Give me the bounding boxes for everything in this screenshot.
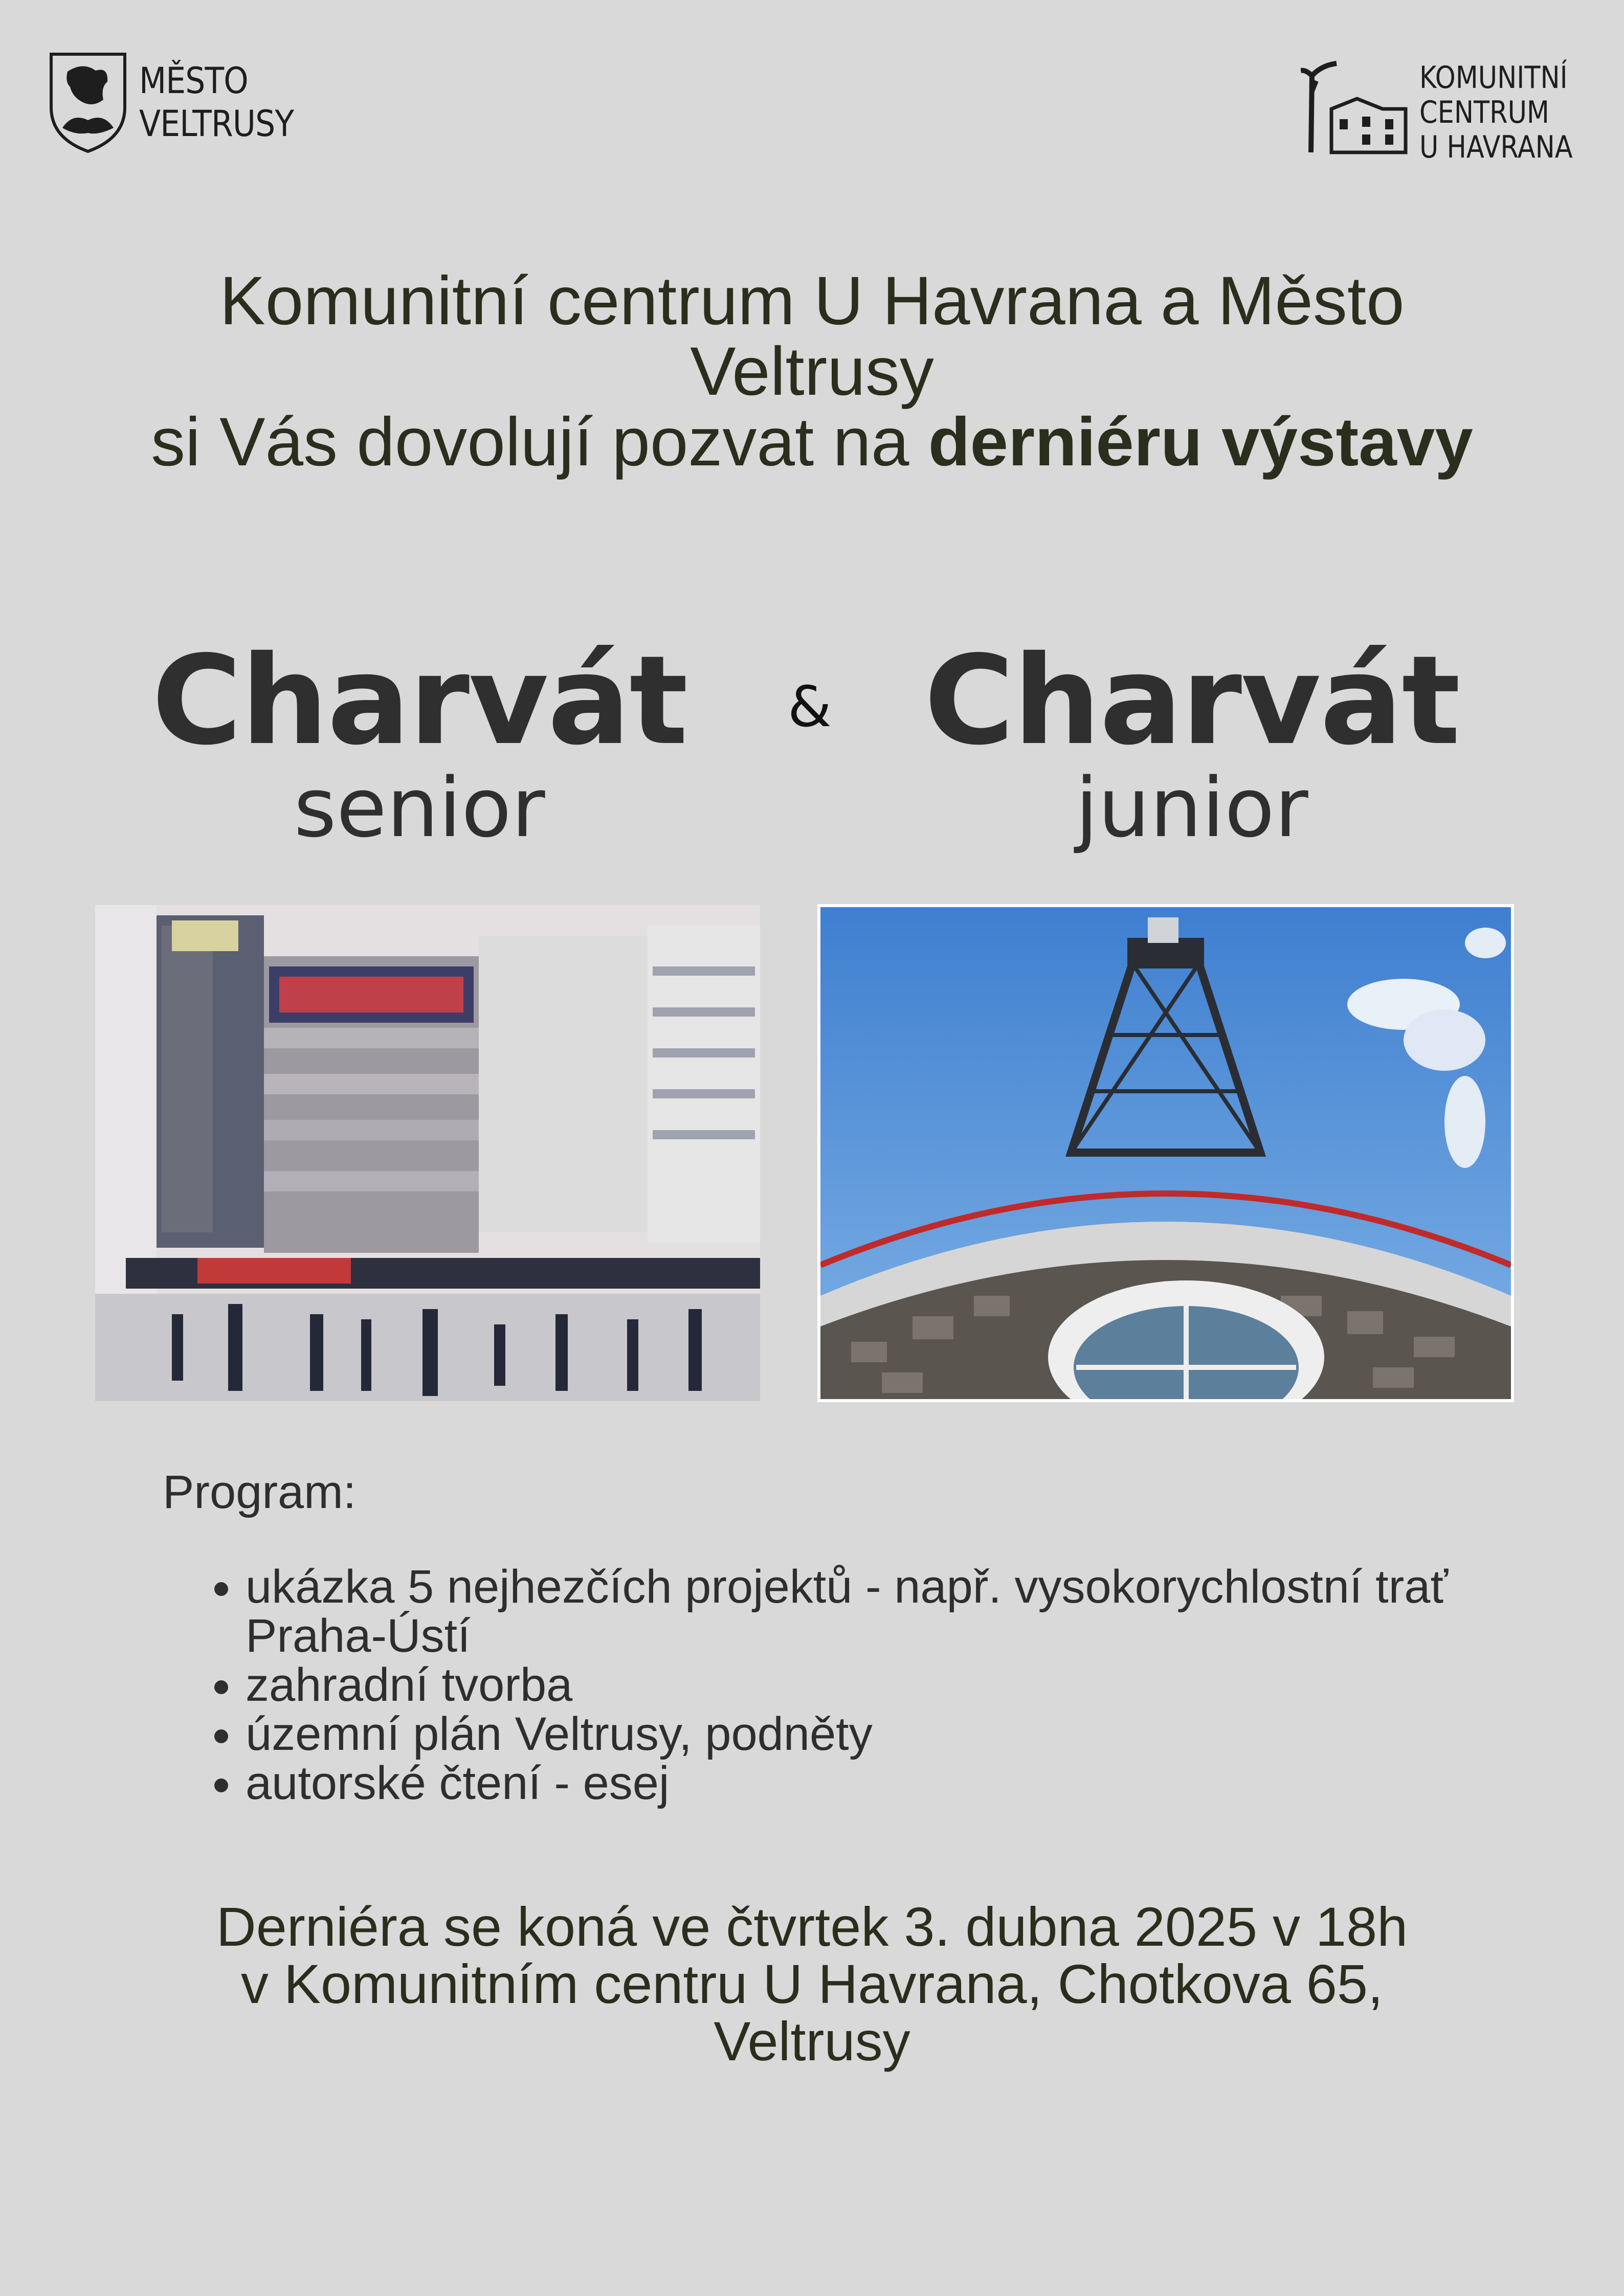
- invite-line3: [92, 404, 1532, 480]
- program-item: • zahradní tvorba: [246, 1660, 1524, 1709]
- event-info: [102, 1898, 1522, 2070]
- name-junior-main: Charvát: [924, 629, 1460, 772]
- name-junior: [910, 629, 1473, 856]
- logo-right-line2: CENTRUM: [1419, 95, 1549, 130]
- name-junior-sub: junior: [1075, 760, 1308, 856]
- ampersand: &: [788, 674, 832, 739]
- logo-left-line2: VELTRUSY: [139, 103, 294, 145]
- logo-mesto-veltrusy: [47, 51, 354, 159]
- name-senior-main: Charvát: [151, 629, 687, 772]
- logo-left-line1: MĚSTO: [139, 60, 248, 102]
- lion-coat-of-arms-icon: [47, 51, 129, 153]
- logo-right-line1: KOMUNITNÍ: [1419, 60, 1568, 96]
- event-line2: v Komunitním centru U Havrana, Chotkova 65,: [240, 1953, 1384, 2015]
- tower-photo-image: [817, 904, 1514, 1402]
- tree-house-icon: [1301, 60, 1413, 157]
- name-senior: [138, 629, 701, 856]
- invite-line3-prefix: si Vás dovolují pozvat na: [151, 404, 928, 480]
- program-item: • ukázka 5 nejhezčích projektů - např. vysokorychlostní trať Praha-Ústí: [246, 1562, 1524, 1660]
- name-senior-sub: senior: [294, 760, 545, 856]
- program-item: • autorské čtení - esej: [246, 1759, 1524, 1808]
- invite-line3-bold: derniéru výstavy: [928, 404, 1473, 480]
- invite-line1: Komunitní centrum U Havrana a Město: [219, 263, 1405, 339]
- program-list: [194, 1562, 1524, 1808]
- event-line3: Veltrusy: [714, 2010, 910, 2072]
- invite-line2: Veltrusy: [690, 333, 934, 410]
- logo-right-line3: U HAVRANA: [1419, 129, 1573, 165]
- program-label: Program:: [163, 1466, 357, 1518]
- program-item: • územní plán Veltrusy, podněty: [246, 1709, 1524, 1759]
- painting-street-image: [95, 905, 760, 1401]
- logo-komunitni-centrum: [1301, 60, 1587, 163]
- event-line1: Derniéra se koná ve čtvrtek 3. dubna 2025 v 18h: [216, 1896, 1408, 1957]
- invitation-heading: [92, 263, 1532, 480]
